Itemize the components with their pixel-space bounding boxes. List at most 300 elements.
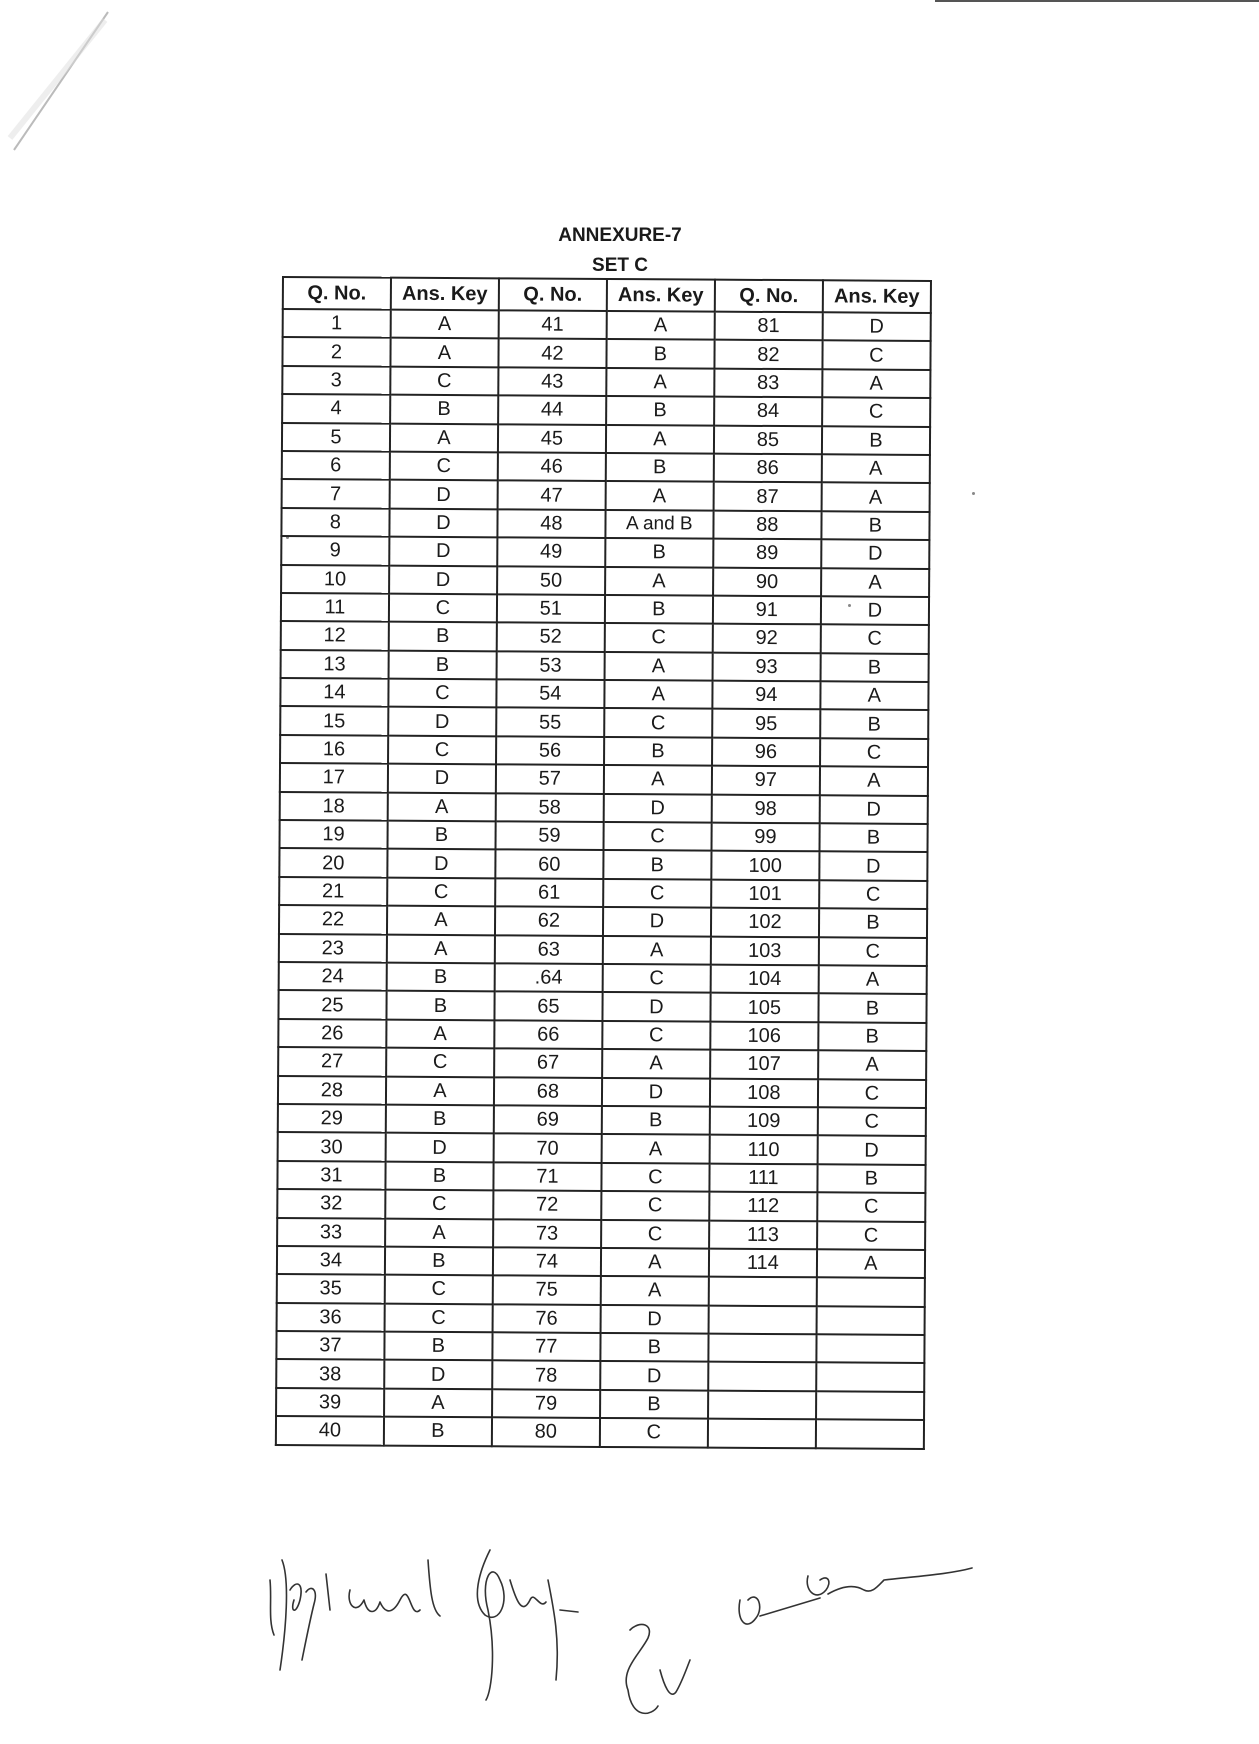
question-number-cell-2: 70 <box>494 1134 602 1163</box>
answer-key-cell-3: B <box>820 710 928 739</box>
answer-key-cell-3: B <box>819 823 927 852</box>
answer-key-cell-2: D <box>602 1078 710 1107</box>
question-number-cell-3: 92 <box>713 624 821 653</box>
answer-key-cell-2: C <box>605 623 713 652</box>
question-number-cell-3: 105 <box>710 993 818 1022</box>
question-number-cell-1: 16 <box>280 735 388 764</box>
answer-key-cell-1: C <box>385 1190 493 1219</box>
table-row <box>278 1132 926 1164</box>
table-row <box>280 792 928 824</box>
answer-key-cell-2: C <box>601 1219 709 1248</box>
answer-key-table <box>275 276 932 1450</box>
answer-key-cell-2: B <box>602 1106 710 1135</box>
table-row <box>282 394 930 426</box>
question-number-cell-3: 97 <box>712 766 820 795</box>
question-number-cell-1: 8 <box>281 508 389 537</box>
answer-key-cell-3: B <box>822 426 930 455</box>
question-number-cell-3: 104 <box>711 965 819 994</box>
answer-key-cell-1: C <box>386 1048 494 1077</box>
question-number-cell-3: 101 <box>711 879 819 908</box>
question-number-cell-2: 53 <box>497 651 605 680</box>
answer-key-cell-1: B <box>388 650 496 679</box>
answer-key-cell-3: A <box>821 483 929 512</box>
answer-key-cell-2: B <box>600 1390 708 1419</box>
question-number-cell-1: 3 <box>282 366 390 395</box>
question-number-cell-2: 73 <box>493 1219 601 1248</box>
answer-key-cell-1: D <box>389 537 497 566</box>
question-number-cell-2: 49 <box>497 537 605 566</box>
answer-key-cell-1: C <box>388 736 496 765</box>
answer-key-cell-3: C <box>822 397 930 426</box>
answer-key-cell-1: B <box>384 1332 492 1361</box>
question-number-cell-2: 52 <box>497 623 605 652</box>
question-number-cell-3: 107 <box>710 1050 818 1079</box>
answer-key-cell-2: B <box>604 737 712 766</box>
answer-key-cell-3: C <box>819 880 927 909</box>
table-row <box>277 1303 925 1335</box>
answer-key-cell-2: B <box>606 453 714 482</box>
question-number-cell-3: 114 <box>709 1249 817 1278</box>
question-number-cell-3 <box>709 1277 817 1306</box>
question-number-cell-1: 33 <box>277 1217 385 1246</box>
table-row <box>281 508 929 540</box>
table-row <box>277 1161 925 1193</box>
question-number-cell-2: 45 <box>498 424 606 453</box>
answer-key-cell-2: B <box>605 538 713 567</box>
question-number-cell-2: 77 <box>492 1332 600 1361</box>
question-number-cell-2: 67 <box>494 1048 602 1077</box>
question-number-cell-2: 50 <box>497 566 605 595</box>
answer-key-cell-2: C <box>603 879 711 908</box>
answer-key-cell-3: D <box>819 852 927 881</box>
question-number-cell-1: 32 <box>277 1189 385 1218</box>
answer-key-cell-2: D <box>603 794 711 823</box>
question-number-cell-1: 35 <box>277 1274 385 1303</box>
question-number-cell-2: 68 <box>494 1077 602 1106</box>
question-number-cell-1: 30 <box>278 1132 386 1161</box>
answer-key-cell-1: B <box>386 963 494 992</box>
question-number-cell-1: 31 <box>277 1161 385 1190</box>
answer-key-cell-2: B <box>603 850 711 879</box>
question-number-cell-3: 113 <box>709 1220 817 1249</box>
question-number-cell-2: 61 <box>495 878 603 907</box>
header-anskey-1: Ans. Key <box>391 278 499 311</box>
answer-key-cell-2: D <box>600 1361 708 1390</box>
table-row <box>276 1416 924 1448</box>
question-number-cell-3: 109 <box>710 1107 818 1136</box>
answer-key-cell-3: A <box>822 369 930 398</box>
question-number-cell-1: 34 <box>277 1246 385 1275</box>
question-number-cell-2: 78 <box>492 1361 600 1390</box>
answer-key-cell-1: B <box>390 395 498 424</box>
answer-key-cell-1: B <box>387 821 495 850</box>
question-number-cell-1: 9 <box>281 536 389 565</box>
question-number-cell-2: 80 <box>492 1418 600 1447</box>
question-number-cell-2: 42 <box>498 339 606 368</box>
question-number-cell-3: 108 <box>710 1078 818 1107</box>
question-number-cell-1: 21 <box>279 877 387 906</box>
answer-key-cell-3: C <box>820 738 928 767</box>
question-number-cell-3 <box>708 1305 816 1334</box>
answer-key-cell-3: D <box>821 539 929 568</box>
question-number-cell-3: 93 <box>712 652 820 681</box>
answer-key-cell-1: D <box>385 1133 493 1162</box>
question-number-cell-2: 47 <box>498 481 606 510</box>
question-number-cell-3: 91 <box>713 596 821 625</box>
table-row <box>279 962 927 994</box>
question-number-cell-2: 57 <box>496 765 604 794</box>
question-number-cell-3: 99 <box>711 823 819 852</box>
question-number-cell-3 <box>708 1390 816 1419</box>
question-number-cell-3: 110 <box>710 1135 818 1164</box>
table-row <box>281 593 929 625</box>
table-row <box>279 905 927 937</box>
question-number-cell-3: 95 <box>712 709 820 738</box>
answer-key-cell-3: D <box>822 312 930 341</box>
answer-key-cell-3: A <box>817 1249 925 1278</box>
signature-2 <box>477 1550 578 1700</box>
answer-key-cell-2: C <box>601 1163 709 1192</box>
table-row <box>283 309 931 341</box>
answer-key-cell-3: A <box>821 568 929 597</box>
question-number-cell-1: 28 <box>278 1076 386 1105</box>
answer-key-cell-1: A <box>385 1218 493 1247</box>
question-number-cell-2: 41 <box>499 310 607 339</box>
signature-1 <box>270 1560 440 1670</box>
question-number-cell-3 <box>708 1362 816 1391</box>
table-row <box>278 990 926 1022</box>
table-row <box>282 451 930 483</box>
question-number-cell-1: 24 <box>279 962 387 991</box>
answer-key-cell-3 <box>816 1391 924 1420</box>
answer-key-cell-1: A <box>386 1019 494 1048</box>
answer-key-cell-2: B <box>606 339 714 368</box>
question-number-cell-1: 36 <box>277 1303 385 1332</box>
table-row <box>282 337 930 369</box>
answer-key-cell-1: A <box>390 423 498 452</box>
answer-key-cell-1: A <box>384 1388 492 1417</box>
question-number-cell-1: 14 <box>280 678 388 707</box>
question-number-cell-3 <box>708 1334 816 1363</box>
question-number-cell-1: 12 <box>281 621 389 650</box>
table-row <box>279 934 927 966</box>
answer-key-cell-1: A <box>390 310 498 339</box>
table-row <box>278 1019 926 1051</box>
answer-key-cell-3: A <box>818 965 926 994</box>
scan-crease-mark <box>0 0 130 170</box>
answer-key-cell-3: A <box>818 1050 926 1079</box>
table-row <box>277 1189 925 1221</box>
question-number-cell-2: 48 <box>497 509 605 538</box>
answer-key-cell-3: C <box>817 1221 925 1250</box>
question-number-cell-1: 19 <box>280 820 388 849</box>
question-number-cell-2: 54 <box>496 679 604 708</box>
answer-key-cell-3: C <box>821 625 929 654</box>
answer-key-cell-3: B <box>819 908 927 937</box>
question-number-cell-1: 40 <box>276 1416 384 1445</box>
table-row <box>276 1388 924 1420</box>
answer-key-cell-2: A <box>604 652 712 681</box>
question-number-cell-1: 26 <box>278 1019 386 1048</box>
answer-key-cell-1: C <box>388 679 496 708</box>
header-anskey-2: Ans. Key <box>607 279 715 312</box>
signatures-area <box>260 1520 1020 1740</box>
table-row <box>278 1076 926 1108</box>
question-number-cell-3: 94 <box>712 681 820 710</box>
table-row <box>279 848 927 880</box>
question-number-cell-1: 15 <box>280 706 388 735</box>
table-header-row <box>283 277 931 313</box>
answer-key-cell-2: B <box>605 595 713 624</box>
answer-key-cell-2: C <box>603 822 711 851</box>
answer-key-cell-2: C <box>602 964 710 993</box>
answer-key-cell-3 <box>816 1420 924 1449</box>
question-number-cell-2: 74 <box>493 1247 601 1276</box>
answer-key-cell-1: B <box>386 1105 494 1134</box>
question-number-cell-3: 111 <box>709 1163 817 1192</box>
answer-key-cell-2: D <box>603 907 711 936</box>
question-number-cell-1: 38 <box>276 1359 384 1388</box>
answer-key-cell-2: A <box>605 566 713 595</box>
answer-key-cell-1: D <box>388 764 496 793</box>
table-row <box>281 565 929 597</box>
answer-key-cell-3: B <box>818 1022 926 1051</box>
answer-key-cell-3: B <box>818 994 926 1023</box>
document-title <box>0 225 1259 247</box>
question-number-cell-1: 37 <box>276 1331 384 1360</box>
signature-3 <box>626 1624 690 1713</box>
answer-key-cell-1: B <box>385 1247 493 1276</box>
header-qno-1: Q. No. <box>283 277 391 310</box>
answer-key-cell-2: A and B <box>605 510 713 539</box>
question-number-cell-2: 75 <box>493 1276 601 1305</box>
answer-key-cell-1: D <box>387 849 495 878</box>
answer-key-cell-1: A <box>388 792 496 821</box>
answer-key-cell-3: B <box>820 653 928 682</box>
answer-key-cell-1: A <box>387 934 495 963</box>
question-number-cell-1: 29 <box>278 1104 386 1133</box>
question-number-cell-3: 106 <box>710 1021 818 1050</box>
answer-key-cell-2: A <box>601 1134 709 1163</box>
question-number-cell-1: 20 <box>279 848 387 877</box>
table-row <box>276 1331 924 1363</box>
answer-key-cell-1: D <box>388 707 496 736</box>
answer-key-cell-1: A <box>386 1076 494 1105</box>
question-number-cell-2: 69 <box>494 1105 602 1134</box>
answer-key-cell-3 <box>816 1306 924 1335</box>
question-number-cell-2: 72 <box>493 1190 601 1219</box>
answer-key-cell-1: D <box>384 1360 492 1389</box>
question-number-cell-3: 84 <box>714 397 822 426</box>
question-number-cell-1: 23 <box>279 934 387 963</box>
answer-key-cell-3: A <box>822 454 930 483</box>
question-number-cell-1: 27 <box>278 1047 386 1076</box>
answer-key-cell-2: A <box>606 368 714 397</box>
question-number-cell-3: 85 <box>714 425 822 454</box>
question-number-cell-2: 44 <box>498 395 606 424</box>
answer-key-cell-1: B <box>386 991 494 1020</box>
answer-key-cell-2: A <box>601 1276 709 1305</box>
question-number-cell-3: 89 <box>713 539 821 568</box>
question-number-cell-1: 10 <box>281 565 389 594</box>
answer-key-cell-3 <box>816 1334 924 1363</box>
answer-key-cell-3: A <box>820 767 928 796</box>
question-number-cell-3: 87 <box>714 482 822 511</box>
answer-table-body <box>276 309 931 1449</box>
answer-key-cell-2: A <box>602 1049 710 1078</box>
answer-key-cell-2: C <box>601 1191 709 1220</box>
question-number-cell-1: 7 <box>282 479 390 508</box>
answer-key-cell-3: C <box>819 937 927 966</box>
table-row <box>281 536 929 568</box>
table-row <box>277 1274 925 1306</box>
answer-key-cell-3: B <box>817 1164 925 1193</box>
answer-key-cell-1: C <box>384 1303 492 1332</box>
question-number-cell-2: 63 <box>495 935 603 964</box>
table-row <box>277 1246 925 1278</box>
question-number-cell-1: 39 <box>276 1388 384 1417</box>
header-qno-2: Q. No. <box>499 278 607 311</box>
question-number-cell-1: 13 <box>281 650 389 679</box>
question-number-cell-2: 46 <box>498 452 606 481</box>
question-number-cell-1: 18 <box>280 792 388 821</box>
answer-key-cell-1: C <box>390 366 498 395</box>
question-number-cell-2: 56 <box>496 736 604 765</box>
answer-key-cell-3: D <box>817 1136 925 1165</box>
question-number-cell-2: 51 <box>497 594 605 623</box>
header-anskey-3: Ans. Key <box>823 280 931 313</box>
answer-key-cell-1: C <box>390 452 498 481</box>
table-row <box>280 820 928 852</box>
question-number-cell-1: 6 <box>282 451 390 480</box>
answer-key-cell-1: C <box>385 1275 493 1304</box>
question-number-cell-1: 22 <box>279 905 387 934</box>
question-number-cell-1: 2 <box>282 337 390 366</box>
question-number-cell-3: 98 <box>712 794 820 823</box>
answer-key-cell-3: C <box>818 1107 926 1136</box>
annexure-title-text: ANNEXURE-7 <box>558 225 682 246</box>
answer-key-cell-2: D <box>600 1305 708 1334</box>
question-number-cell-1: 1 <box>283 309 391 338</box>
table-row <box>282 366 930 398</box>
answer-key-cell-2: A <box>601 1248 709 1277</box>
question-number-cell-2: 66 <box>494 1020 602 1049</box>
table-row <box>281 650 929 682</box>
answer-key-cell-1: B <box>389 622 497 651</box>
question-number-cell-2: .64 <box>495 963 603 992</box>
question-number-cell-3: 83 <box>714 368 822 397</box>
answer-key-cell-2: B <box>606 396 714 425</box>
table-row <box>282 479 930 511</box>
set-label <box>0 255 1259 277</box>
answer-key-cell-3: C <box>822 341 930 370</box>
question-number-cell-2: 60 <box>495 850 603 879</box>
question-number-cell-2: 76 <box>493 1304 601 1333</box>
table-row <box>280 706 928 738</box>
signature-4 <box>739 1568 972 1624</box>
answer-key-cell-2: C <box>602 1021 710 1050</box>
answer-key-cell-1: A <box>390 338 498 367</box>
table-row <box>280 763 928 795</box>
table-row <box>279 877 927 909</box>
table-row <box>278 1047 926 1079</box>
answer-key-cell-3: C <box>817 1192 925 1221</box>
answer-key-cell-3: D <box>819 795 927 824</box>
question-number-cell-1: 4 <box>282 394 390 423</box>
answer-key-cell-1: B <box>385 1161 493 1190</box>
answer-key-cell-2: A <box>605 481 713 510</box>
question-number-cell-2: 79 <box>492 1389 600 1418</box>
answer-key-cell-3 <box>816 1363 924 1392</box>
question-number-cell-3: 112 <box>709 1192 817 1221</box>
answer-key-cell-3: A <box>820 681 928 710</box>
question-number-cell-3: 103 <box>711 936 819 965</box>
question-number-cell-3: 96 <box>712 737 820 766</box>
question-number-cell-3: 100 <box>711 851 819 880</box>
table-row <box>280 678 928 710</box>
table-row <box>282 423 930 455</box>
question-number-cell-3 <box>708 1419 816 1448</box>
answer-key-cell-1: D <box>389 565 497 594</box>
answer-key-cell-1: C <box>389 594 497 623</box>
answer-key-cell-2: C <box>604 708 712 737</box>
answer-key-cell-2: A <box>604 680 712 709</box>
table-row <box>281 621 929 653</box>
answer-key-cell-1: A <box>387 906 495 935</box>
answer-key-cell-2: A <box>606 311 714 340</box>
question-number-cell-1: 17 <box>280 763 388 792</box>
answer-key-cell-3 <box>817 1278 925 1307</box>
answer-key-cell-1: C <box>387 877 495 906</box>
answer-key-cell-2: A <box>606 425 714 454</box>
question-number-cell-2: 59 <box>495 821 603 850</box>
answer-key-cell-2: A <box>603 936 711 965</box>
question-number-cell-2: 58 <box>496 793 604 822</box>
question-number-cell-3: 81 <box>715 312 823 341</box>
answer-key-cell-3: B <box>821 511 929 540</box>
question-number-cell-3: 102 <box>711 908 819 937</box>
answer-key-cell-2: C <box>600 1418 708 1447</box>
question-number-cell-3: 90 <box>713 567 821 596</box>
question-number-cell-1: 5 <box>282 423 390 452</box>
question-number-cell-1: 25 <box>278 990 386 1019</box>
answer-key-cell-2: D <box>602 992 710 1021</box>
set-label-text: SET C <box>592 255 648 276</box>
question-number-cell-3: 86 <box>714 454 822 483</box>
answer-key-cell-1: B <box>384 1417 492 1446</box>
scan-speck <box>972 492 975 495</box>
question-number-cell-2: 55 <box>496 708 604 737</box>
table-row <box>277 1217 925 1249</box>
answer-key-cell-3: C <box>818 1079 926 1108</box>
question-number-cell-1: 11 <box>281 593 389 622</box>
answer-key-cell-3: D <box>821 596 929 625</box>
question-number-cell-2: 43 <box>498 367 606 396</box>
question-number-cell-2: 65 <box>494 992 602 1021</box>
answer-key-cell-1: D <box>389 508 497 537</box>
header-qno-3: Q. No. <box>715 280 823 313</box>
scan-top-edge-line <box>935 0 1259 2</box>
question-number-cell-2: 71 <box>493 1162 601 1191</box>
question-number-cell-3: 88 <box>713 510 821 539</box>
question-number-cell-2: 62 <box>495 907 603 936</box>
table-row <box>280 735 928 767</box>
table-row <box>278 1104 926 1136</box>
question-number-cell-3: 82 <box>714 340 822 369</box>
answer-key-cell-2: B <box>600 1333 708 1362</box>
answer-key-cell-1: D <box>389 480 497 509</box>
table-row <box>276 1359 924 1391</box>
